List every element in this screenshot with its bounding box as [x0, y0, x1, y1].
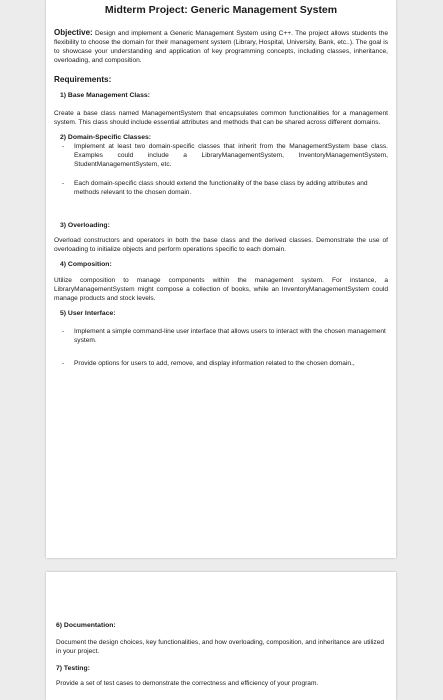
- page-title: Midterm Project: Generic Management System: [104, 4, 338, 16]
- section-7-heading: 7) Testing:: [56, 665, 90, 672]
- bullet-text: Implement a simple command-line user interface that allows users to interact with the chosen management system.: [74, 328, 386, 344]
- bullet-dash: -: [62, 328, 65, 335]
- bullet-dash: -: [62, 360, 65, 367]
- section-2-heading: 2) Domain-Specific Classes:: [60, 134, 152, 141]
- section-5-bullet-2: [54, 359, 388, 368]
- section-3-heading: 3) Overloading:: [60, 222, 110, 229]
- bullet-dash: -: [62, 180, 65, 187]
- bullet-text: Implement at least two domain-specific classes that inherit from the ManagementSystem base class. Examples could include a LibraryManagementSystem, InventoryManagementSystem, StudentManagementSystem, etc.: [74, 143, 388, 168]
- section-4-text: Utilize composition to manage components within the management system. For instance, a LibraryManagementSystem might compose a collection of books, while an InventoryManagementSystem could manage products and stock levels.: [54, 277, 388, 302]
- section-2-bullet-1: [54, 142, 388, 169]
- document-page-2: [46, 572, 396, 700]
- bullet-dash: -: [62, 143, 65, 150]
- section-5-bullet-1: [54, 327, 388, 345]
- section-2-bullet-2: [54, 179, 388, 197]
- objective-paragraph: [54, 28, 388, 65]
- section-7-text: Provide a set of test cases to demonstrate the correctness and efficiency of your program.: [56, 680, 319, 687]
- section-3-text: Overload constructors and operators in both the base class and the derived classes. Demonstrate the use of overloading to initialize objects and perform operations specific to each domain.: [54, 237, 388, 253]
- bullet-text: Provide options for users to add, remove, and display information related to the chosen domain.,: [74, 360, 355, 367]
- section-6-heading: 6) Documentation:: [56, 622, 116, 629]
- section-6-text: Document the design choices, key functionalities, and how overloading, composition, and inheritance are utilized in your project.: [56, 639, 385, 655]
- section-1-heading: 1) Base Management Class:: [60, 92, 150, 99]
- section-1-text: Create a base class named ManagementSystem that encapsulates common functionalities for a management system. This class should include essential attributes and methods that can be shared across different domains.: [54, 110, 388, 126]
- requirements-heading: Requirements:: [54, 75, 112, 84]
- objective-label: Objective:: [54, 28, 93, 37]
- objective-text: Design and implement a Generic Management System using C++. The project allows students the flexibility to choose the domain for their management system (Library, Hospital, University, Bank, etc..). The goal is to showcase your understanding and application of key programming concepts, including classes, inheritance, overloading, and composition.: [54, 30, 388, 64]
- bullet-text: Each domain-specific class should extend the functionality of the base class by adding attributes and methods relevant to the chosen domain.: [74, 180, 368, 196]
- section-5-heading: 5) User Interface:: [60, 310, 116, 317]
- document-page-1: [46, 0, 396, 558]
- section-4-heading: 4) Composition:: [60, 261, 112, 268]
